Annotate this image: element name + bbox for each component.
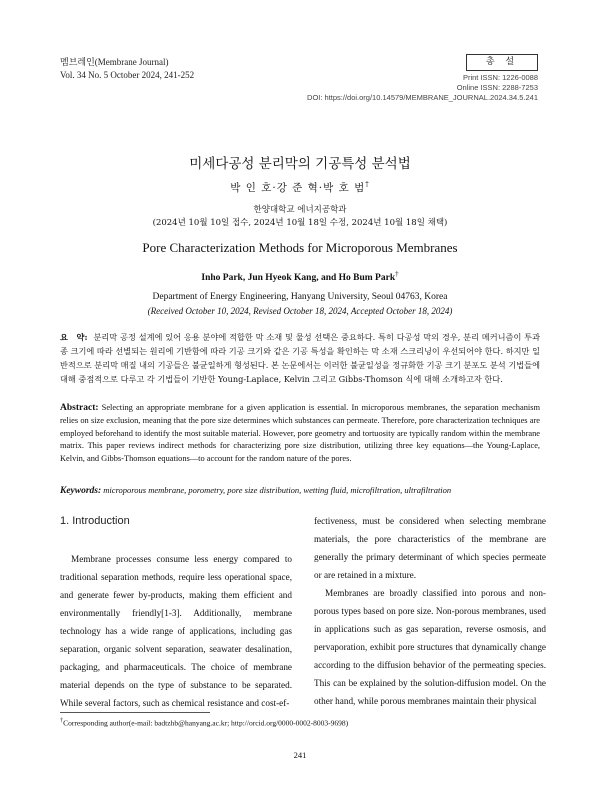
keywords	[60, 485, 540, 496]
body-left-column	[60, 512, 292, 712]
footnote	[60, 717, 348, 728]
journal-header	[60, 56, 194, 82]
english-abstract-label: Abstract:	[60, 403, 99, 413]
online-issn: Online ISSN: 2288-7253	[456, 83, 538, 92]
body-paragraph: Membrane processes consume less energy compared to traditional separation methods, require less operational space, and generate fewer by-products, making them efficient and environmentally friendly[1-3]. Additionally, membrane technology has a wide range of applications, including gas separation, organic solvent separation, seawater desalination, packaging, and pharmaceuticals. The choice of membrane material depends on the type of substance to be separated. While several factors, such as chemical resistance and cost-ef-	[60, 554, 292, 708]
volume-line: Vol. 34 No. 5 October 2024, 241-252	[60, 70, 195, 80]
english-dates: (Received October 10, 2024, Revised October 18, 2024, Accepted October 18, 2024)	[147, 306, 453, 316]
body-paragraph-continued: fectiveness, must be considered when selecting membrane materials, the pore characteristics of the membrane are generally the primary determinant of which species permeate or are retained in a mixture.	[314, 516, 546, 580]
korean-affiliation: 한양대학교 에너지공학과	[253, 205, 347, 215]
english-authors	[0, 270, 600, 283]
page-number: 241	[293, 750, 307, 760]
keywords-text: microporous membrane, porometry, pore size distribution, wetting fluid, microfiltration, ultrafiltration	[103, 485, 452, 495]
body-right-column	[314, 512, 546, 710]
footnote-text: Corresponding author(e-mail: badtzhb@hanyang.ac.kr; http://orcid.org/0000-0002-8003-9698)	[63, 718, 349, 728]
korean-title: 미세다공성 분리막의 기공특성 분석법	[189, 156, 411, 172]
korean-abstract-label: 요 약:	[60, 332, 88, 342]
journal-name: 멤브레인(Membrane Journal)	[60, 57, 169, 67]
doi-link[interactable]: DOI: https://doi.org/10.14579/MEMBRANE_JOURNAL.2024.34.5.241	[307, 93, 538, 102]
article-type-badge: 총 설	[466, 54, 538, 71]
korean-abstract-text: 분리막 공정 설계에 있어 응용 분야에 적합한 막 소재 및 물성 선택은 중요하다. 특히 다공성 막의 경우, 분리 메커니즘이 투과 종 크기에 따라 선별되는 원리에 기반함에 따라 기공 크기와 같은 기공 특성을 확인하는 막 소재 스크리닝이 우선되어야 한다. 하지만 일반적으로 분리막 매질 내의 기공들은 불균일하게 형성된다. 본 논문에서는 이러한 불균일성을 정규화한 기공 크기 분포도 분석 기법들에 대해 중점적으로 다루고 각 기법들이 기반한 Young-Laplace, Kelvin 그리고 Gibbs-Thomson 식에 대해 소개하고자 한다.	[60, 332, 540, 384]
korean-corresponding-mark: †	[365, 180, 370, 189]
section-heading-introduction: 1. Introduction	[60, 515, 130, 527]
english-corresponding-mark: †	[395, 270, 399, 278]
keywords-label: Keywords:	[60, 486, 102, 496]
body-paragraph: Membranes are broadly classified into porous and non-porous types based on pore size. Non-porous membranes, used in applications such as gas separation, reverse osmosis, and pervaporation, exhibit pore structures that dynamically change according to the diffusion behavior of the permeating species. This can be explained by the solution-diffusion model. On the other hand, while porous membranes maintain their physical	[314, 588, 546, 706]
korean-author-names: 박 인 호·강 준 혁·박 호 범	[230, 182, 366, 194]
footnote-mark: †	[60, 717, 64, 724]
footnote-rule	[60, 712, 210, 713]
korean-authors	[0, 180, 600, 195]
print-issn: Print ISSN: 1226-0088	[462, 73, 538, 82]
english-author-names: Inho Park, Jun Hyeok Kang, and Ho Bum Park	[201, 273, 396, 284]
english-abstract	[60, 402, 540, 466]
korean-abstract	[60, 330, 540, 386]
english-abstract-text: Selecting an appropriate membrane for a given application is essential. In microporous membranes, the separation mechanism relies on size exclusion, meaning that the pore size determines which substances can permeate. Therefore, pore characterization techniques are employed beforehand to identify the most suitable material. However, pore geometry and tortuosity are typically random within the membrane matrix. This paper reviews indirect methods for characterizing pore size distribution, utilizing three key equations—the Young-Laplace, Kelvin, and Gibbs-Thomson equations—to account for the random nature of the pores.	[60, 403, 540, 464]
issn-block	[307, 73, 538, 103]
english-title: Pore Characterization Methods for Microporous Membranes	[142, 240, 458, 255]
korean-dates: (2024년 10월 10일 접수, 2024년 10월 18일 수정, 2024년 10월 18일 채택)	[152, 218, 448, 228]
english-affiliation: Department of Energy Engineering, Hanyang University, Seoul 04763, Korea	[152, 292, 448, 302]
